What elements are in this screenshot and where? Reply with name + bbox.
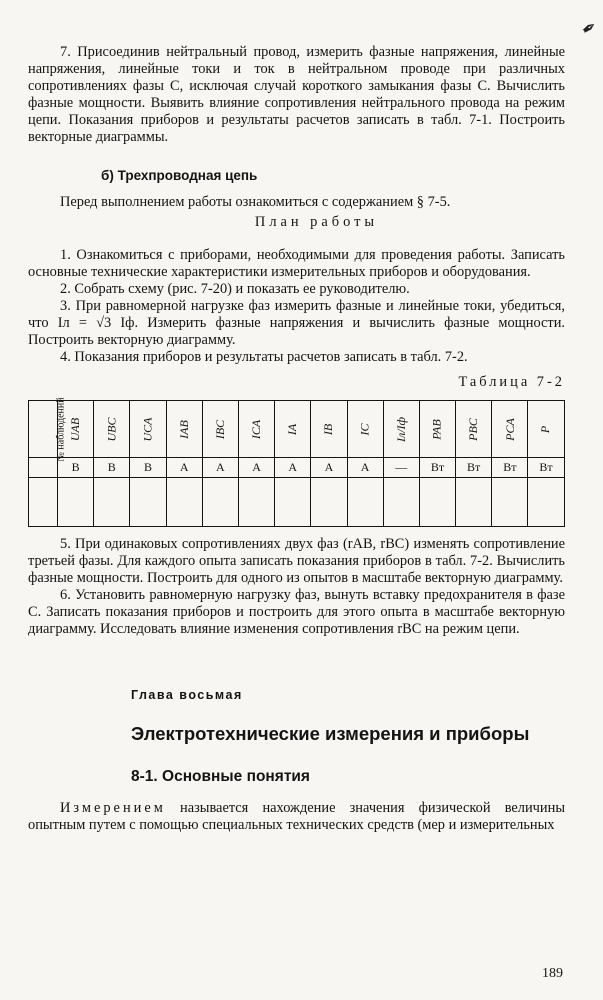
plan-title: План работы (254, 214, 379, 230)
header-cell: P (528, 401, 564, 458)
header-cell: IBC (202, 401, 238, 458)
header-cell: PCA (492, 401, 528, 458)
unit-cell: Вт (528, 458, 564, 478)
section-heading-b: б) Трехпроводная цепь (101, 168, 258, 183)
header-cell: IAB (166, 401, 202, 458)
step-2: 2. Собрать схему (рис. 7-20) и показать ее руководителю. (60, 281, 410, 297)
unit-cell: — (383, 458, 419, 478)
page-content (28, 44, 565, 834)
empty-cell (130, 478, 166, 527)
table-caption: Таблица 7-2 (458, 374, 565, 390)
empty-cell (238, 478, 274, 527)
data-table (28, 396, 565, 527)
pen-mark-icon: ✒ (577, 15, 602, 41)
step-1: 1. Ознакомиться с приборами, необходимыми для проведения работы. Записать основные технические характеристики измерительных приборов и оборудования. (28, 247, 565, 280)
header-cell: № наблюдений (29, 401, 58, 458)
definition-text: называется нахождение значения физической величины опытным путем с помощью специальных технических средств (мер и измерительных (28, 800, 565, 833)
table-empty-row (29, 478, 565, 527)
empty-cell (492, 478, 528, 527)
unit-cell: Вт (492, 458, 528, 478)
header-cell: IA (275, 401, 311, 458)
unit-cell: А (347, 458, 383, 478)
unit-cell: А (311, 458, 347, 478)
empty-cell (202, 478, 238, 527)
empty-cell (456, 478, 492, 527)
intro-paragraph: Перед выполнением работы ознакомиться с содержанием § 7-5. (60, 194, 451, 210)
header-cell: ICA (238, 401, 274, 458)
section-title: 8-1. Основные понятия (131, 768, 310, 785)
unit-cell: А (166, 458, 202, 478)
empty-cell (419, 478, 455, 527)
unit-cell (29, 458, 58, 478)
empty-cell (58, 478, 94, 527)
step-6: 6. Установить равномерную нагрузку фаз, вынуть вставку предохранителя в фазе С. Записать показания приборов и построить для этого опыта в масштабе векторную диаграмму. Исследовать влияние изменения сопротивления rBC на режим цепи. (28, 587, 565, 637)
empty-cell (166, 478, 202, 527)
definition-term: Измерением (60, 800, 166, 816)
header-cell: UCA (130, 401, 166, 458)
header-cell: IB (311, 401, 347, 458)
step-4: 4. Показания приборов и результаты расчетов записать в табл. 7-2. (60, 349, 468, 365)
chapter-label: Глава восьмая (131, 688, 243, 702)
header-cell: UBC (94, 401, 130, 458)
unit-cell: А (202, 458, 238, 478)
header-cell: PAB (419, 401, 455, 458)
unit-cell: А (238, 458, 274, 478)
empty-cell (528, 478, 564, 527)
header-cell: UAB (58, 401, 94, 458)
unit-cell: А (275, 458, 311, 478)
table-header-row (29, 401, 565, 458)
empty-cell (94, 478, 130, 527)
paragraph-7: 7. Присоединив нейтральный провод, измерить фазные напряжения, линейные напряжения, линейные токи и ток в нейтральном проводе при различных сопротивлениях фазы С, исключая случай короткого замыкания фазы С. Вычислить фазные мощности. Выявить влияние сопротивления нейтрального провода на режим цепи. Показания приборов и результаты расчетов записать в табл. 7-1. Построить векторные диаграммы. (28, 44, 565, 145)
header-cell: PBC (456, 401, 492, 458)
definition-paragraph (28, 800, 565, 834)
header-cell: Iл/Iф (383, 401, 419, 458)
table-units-row (29, 458, 565, 478)
unit-cell: В (58, 458, 94, 478)
empty-cell (347, 478, 383, 527)
empty-cell (383, 478, 419, 527)
empty-cell (311, 478, 347, 527)
page-number: 189 (542, 966, 563, 981)
unit-cell: Вт (419, 458, 455, 478)
unit-cell: В (130, 458, 166, 478)
empty-cell (275, 478, 311, 527)
unit-cell: Вт (456, 458, 492, 478)
step-3: 3. При равномерной нагрузке фаз измерить фазные и линейные токи, убедиться, что Iл = √3 Iф. Измерить фазные напряжения и вычислить фазные мощности. Построить векторную диаграмму. (28, 298, 565, 348)
unit-cell: В (94, 458, 130, 478)
header-cell: IC (347, 401, 383, 458)
step-5: 5. При одинаковых сопротивлениях двух фаз (rAB, rBC) изменять сопротивление третьей фазы. Для каждого опыта записать показания приборов в табл. 7-2. Вычислить фазные мощности. Построить для одного из опытов в масштабе векторную диаграмму. (28, 536, 565, 586)
empty-cell (29, 478, 58, 527)
chapter-title: Электротехнические измерения и приборы (131, 723, 530, 744)
